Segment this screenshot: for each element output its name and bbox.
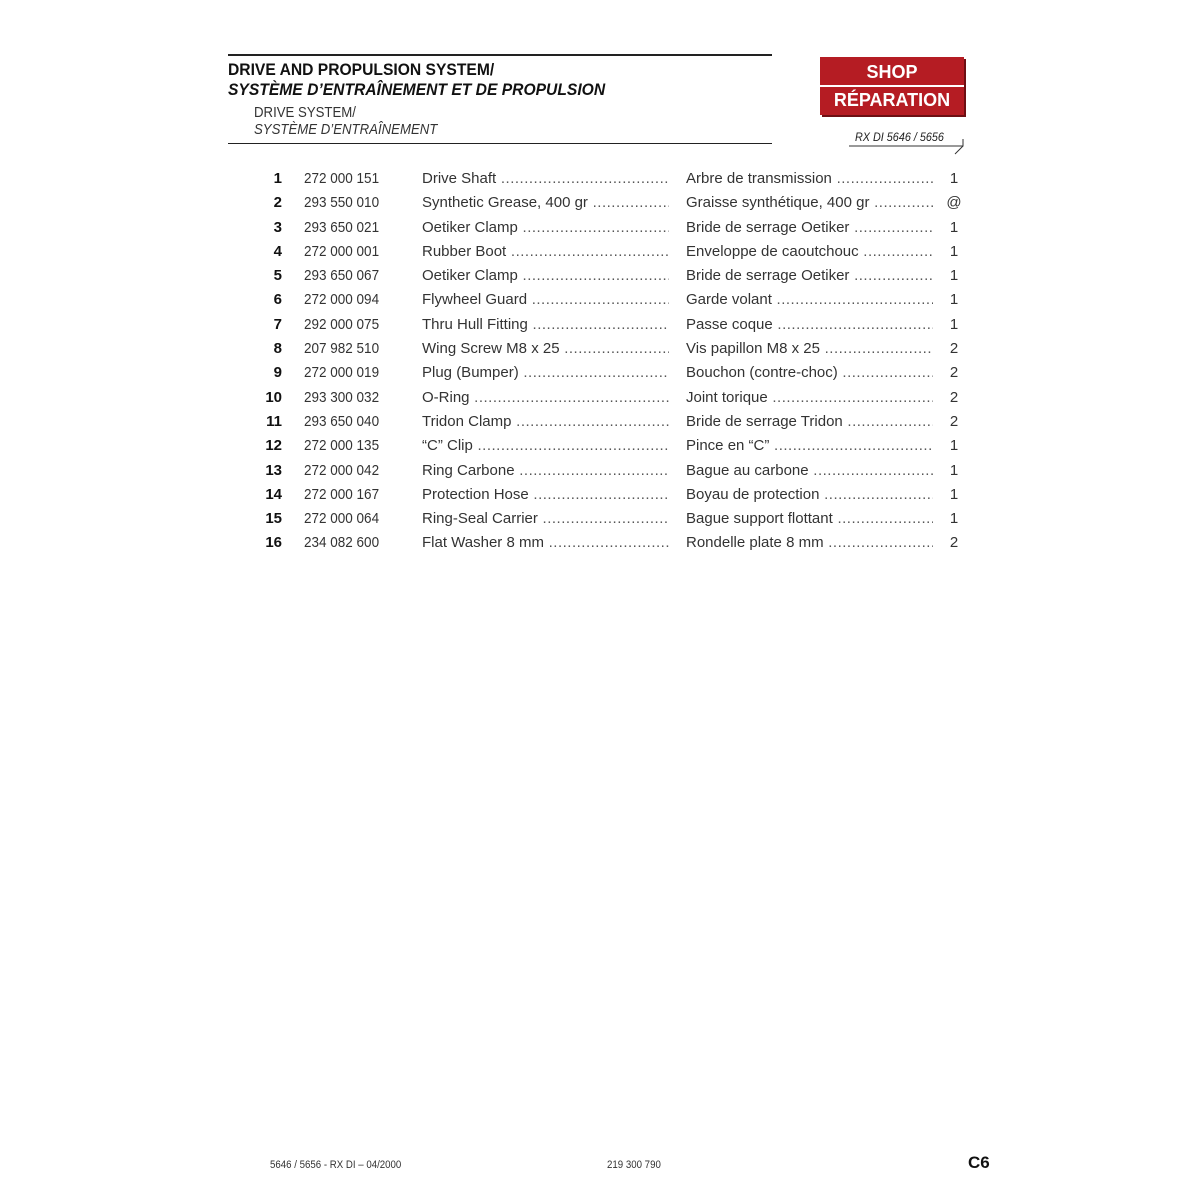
description-english: O-Ring ..... bbox=[422, 389, 669, 406]
footer-document-number: 219 300 790 bbox=[607, 1159, 661, 1171]
parts-list bbox=[262, 168, 972, 557]
shop-manual-badge bbox=[820, 57, 964, 115]
part-number: 272 000 094 bbox=[304, 291, 380, 309]
table-row bbox=[262, 192, 972, 216]
part-number: 272 000 167 bbox=[304, 485, 380, 503]
part-number: 292 000 075 bbox=[304, 315, 380, 333]
table-row bbox=[262, 338, 972, 362]
table-row bbox=[262, 289, 972, 313]
item-number: 8 bbox=[273, 340, 282, 358]
model-tag bbox=[849, 127, 967, 157]
table-row bbox=[262, 411, 972, 435]
description-english: “C” Clip ..... bbox=[422, 437, 669, 454]
description-french: Rondelle plate 8 mm ..... bbox=[686, 534, 933, 551]
quantity: 1 bbox=[949, 291, 959, 309]
description-english: Flywheel Guard ..... bbox=[422, 291, 669, 308]
item-number: 1 bbox=[273, 170, 282, 187]
subsection-title-english: DRIVE SYSTEM/ bbox=[254, 104, 356, 121]
part-number: 272 000 042 bbox=[304, 461, 380, 479]
table-row bbox=[262, 314, 972, 338]
description-english: Protection Hose ..... bbox=[422, 486, 669, 503]
description-english: Oetiker Clamp ..... bbox=[422, 219, 669, 236]
description-french: Bride de serrage Oetiker ..... bbox=[686, 267, 933, 284]
quantity: 1 bbox=[949, 242, 959, 260]
description-english: Thru Hull Fitting ..... bbox=[422, 316, 669, 333]
model-tag-label: RX DI 5646 / 5656 bbox=[855, 130, 944, 144]
item-number: 2 bbox=[273, 194, 282, 212]
section-title-french: SYSTÈME D’ENTRAÎNEMENT ET DE PROPULSION bbox=[228, 80, 606, 99]
description-french: Arbre de transmission ..... bbox=[686, 170, 933, 187]
description-english: Synthetic Grease, 400 gr ..... bbox=[422, 194, 669, 211]
table-row bbox=[262, 460, 972, 484]
quantity: 2 bbox=[949, 364, 959, 382]
quantity: 2 bbox=[949, 412, 959, 430]
description-english: Plug (Bumper) ..... bbox=[422, 364, 669, 381]
description-french: Garde volant ..... bbox=[686, 291, 933, 308]
table-row bbox=[262, 387, 972, 411]
part-number: 293 300 032 bbox=[304, 388, 380, 406]
footer-document-info: 5646 / 5656 - RX DI – 04/2000 bbox=[270, 1159, 402, 1171]
part-number: 272 000 135 bbox=[304, 437, 380, 455]
subsection-title-french: SYSTÈME D’ENTRAÎNEMENT bbox=[254, 121, 438, 138]
badge-line-shop: SHOP bbox=[866, 62, 918, 82]
section-title-english: DRIVE AND PROPULSION SYSTEM/ bbox=[228, 60, 495, 79]
header-top-rule bbox=[228, 54, 772, 56]
quantity: 1 bbox=[949, 437, 959, 455]
part-number: 207 982 510 bbox=[304, 340, 380, 358]
page-number: C6 bbox=[968, 1153, 990, 1172]
description-french: Bague au carbone ..... bbox=[686, 462, 933, 479]
table-row bbox=[262, 265, 972, 289]
quantity: 1 bbox=[949, 485, 959, 503]
quantity: 2 bbox=[949, 340, 959, 358]
description-french: Enveloppe de caoutchouc ..... bbox=[686, 243, 933, 260]
part-number: 293 550 010 bbox=[304, 194, 380, 212]
item-number: 14 bbox=[265, 485, 282, 503]
description-english: Drive Shaft ..... bbox=[422, 170, 669, 187]
description-french: Graisse synthétique, 400 gr ..... bbox=[686, 194, 933, 211]
description-french: Passe coque ..... bbox=[686, 316, 933, 333]
quantity: 1 bbox=[949, 510, 959, 528]
part-number: 234 082 600 bbox=[304, 534, 380, 552]
description-french: Boyau de protection ..... bbox=[686, 486, 933, 503]
item-number: 4 bbox=[273, 242, 282, 260]
item-number: 3 bbox=[273, 218, 282, 236]
item-number: 6 bbox=[273, 291, 282, 309]
quantity: 1 bbox=[949, 267, 959, 285]
table-row bbox=[262, 508, 972, 532]
table-row bbox=[262, 241, 972, 265]
quantity: 1 bbox=[949, 218, 959, 236]
quantity: 1 bbox=[949, 461, 959, 479]
quantity: 1 bbox=[949, 170, 959, 187]
item-number: 13 bbox=[265, 461, 282, 479]
quantity: 2 bbox=[949, 534, 959, 552]
description-french: Bride de serrage Tridon ..... bbox=[686, 413, 933, 430]
quantity: 1 bbox=[949, 315, 959, 333]
description-english: Oetiker Clamp ..... bbox=[422, 267, 669, 284]
table-row bbox=[262, 217, 972, 241]
description-french: Bouchon (contre-choc) ..... bbox=[686, 364, 933, 381]
quantity: @ bbox=[946, 194, 962, 212]
description-english: Rubber Boot ..... bbox=[422, 243, 669, 260]
description-english: Flat Washer 8 mm ..... bbox=[422, 534, 669, 551]
description-french: Pince en “C” ..... bbox=[686, 437, 933, 454]
description-french: Bride de serrage Oetiker ..... bbox=[686, 219, 933, 236]
badge-line-reparation: RÉPARATION bbox=[833, 90, 951, 110]
item-number: 16 bbox=[265, 534, 282, 552]
part-number: 272 000 151 bbox=[304, 170, 380, 187]
item-number: 9 bbox=[273, 364, 282, 382]
item-number: 12 bbox=[265, 437, 282, 455]
part-number: 293 650 040 bbox=[304, 412, 380, 430]
description-english: Tridon Clamp ..... bbox=[422, 413, 669, 430]
table-row bbox=[262, 362, 972, 386]
table-row bbox=[262, 484, 972, 508]
part-number: 272 000 064 bbox=[304, 510, 380, 528]
description-english: Wing Screw M8 x 25 ..... bbox=[422, 340, 669, 357]
description-english: Ring Carbone ..... bbox=[422, 462, 669, 479]
item-number: 11 bbox=[266, 412, 282, 430]
table-row bbox=[262, 435, 972, 459]
part-number: 272 000 019 bbox=[304, 364, 380, 382]
part-number: 293 650 067 bbox=[304, 267, 380, 285]
quantity: 2 bbox=[949, 388, 959, 406]
description-french: Joint torique ..... bbox=[686, 389, 933, 406]
item-number: 5 bbox=[273, 267, 282, 285]
part-number: 272 000 001 bbox=[304, 242, 380, 260]
item-number: 7 bbox=[273, 315, 282, 333]
item-number: 10 bbox=[265, 388, 282, 406]
description-french: Vis papillon M8 x 25 ..... bbox=[686, 340, 933, 357]
description-french: Bague support flottant ..... bbox=[686, 510, 933, 527]
part-number: 293 650 021 bbox=[304, 218, 380, 236]
table-row bbox=[262, 168, 972, 192]
table-row bbox=[262, 532, 972, 556]
item-number: 15 bbox=[265, 510, 282, 528]
badge-divider bbox=[820, 85, 964, 87]
description-english: Ring-Seal Carrier ..... bbox=[422, 510, 669, 527]
header-bottom-rule bbox=[228, 143, 772, 144]
